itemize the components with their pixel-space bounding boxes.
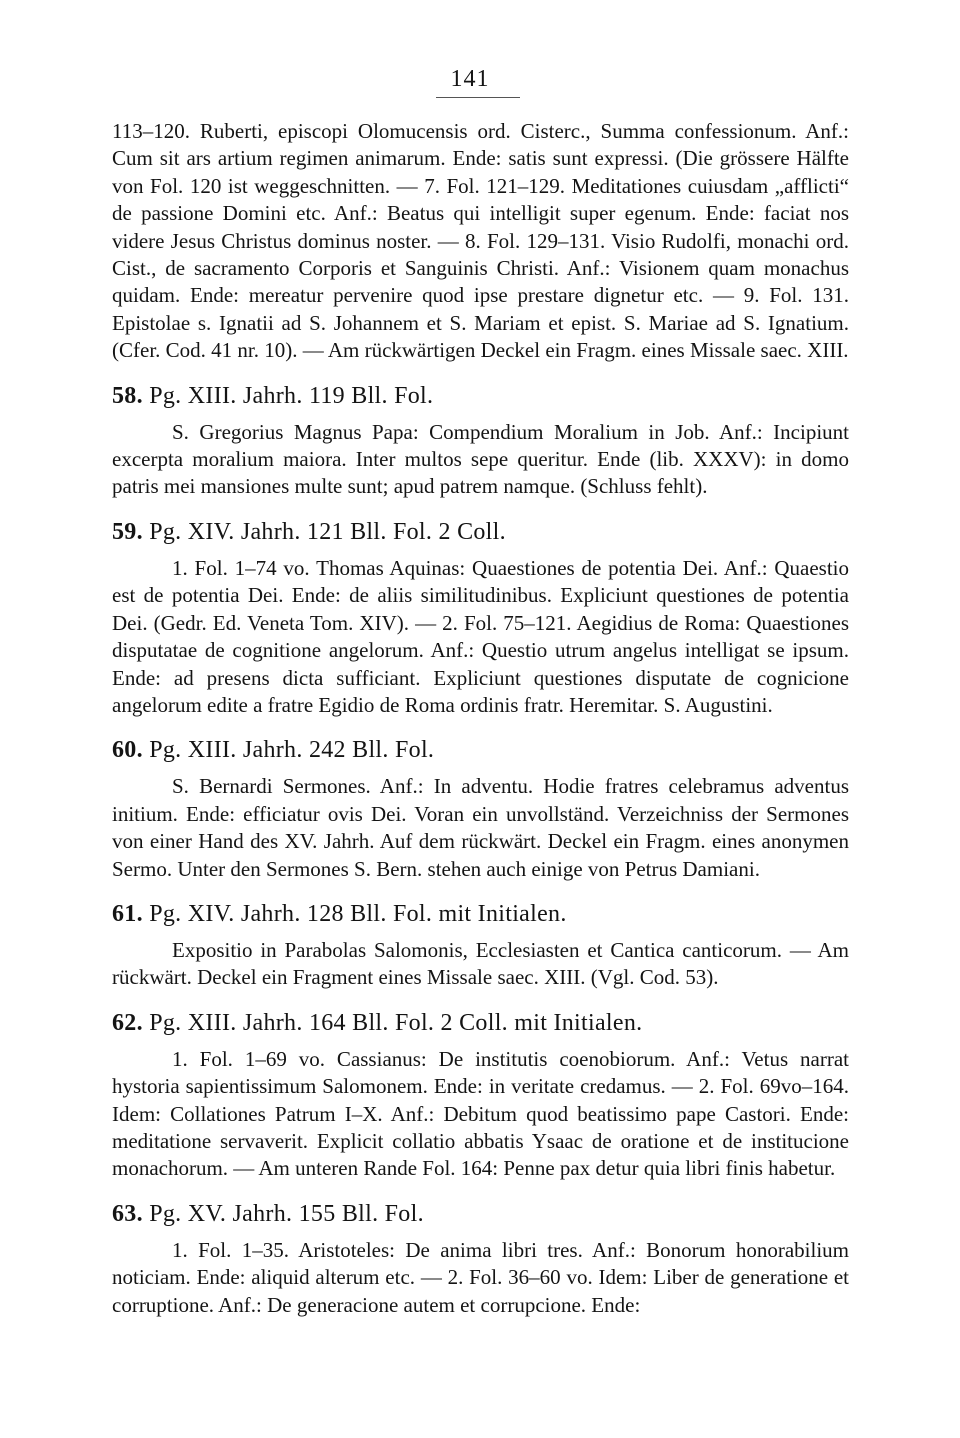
entry-58-title: Pg. XIII. Jahrh. 119 Bll. Fol. xyxy=(149,382,434,409)
entry-59-heading xyxy=(112,517,849,547)
entry-60-body: S. Bernardi Sermones. Anf.: In adventu. Hodie fratres celebramus adventus initium. Ende: efficiatur ovis Dei. Voran ein unvollständ. Verzeichniss der Sermones von einer Hand des XV. Jahrh. Auf dem rückwärt. Deckel ein Fragm. eines anonymen Sermo. Unter den Sermones S. Bern. stehen auch einige von Petrus Damiani. xyxy=(112,774,849,881)
entry-62-number: 62. xyxy=(112,1009,143,1036)
entry-59-body: 1. Fol. 1–74 vo. Thomas Aquinas: Quaestiones de potentia Dei. Anf.: Quaestio est de potentia Dei. Ende: de aliis similitudinibus. Expliciunt questiones de potentia Dei. (Gedr. Ed. Veneta Tom. XIV). — 2. Fol. 75–121. Aegidius de Roma: Quaestiones disputatae de cognitione angelorum. Anf.: Questio utrum angelus intelligat se ipsum. Ende: ad presens dicta sufficiant. Expliciunt questiones disputate de cognicione angelorum edite a fratre Egidio de Roma ordinis fratr. Heremitar. S. Augustini. xyxy=(112,555,849,717)
entry-62-heading xyxy=(112,1008,849,1038)
entry-62-title: Pg. XIII. Jahrh. 164 Bll. Fol. 2 Coll. mit Initialen. xyxy=(149,1009,643,1036)
page-number: 141 xyxy=(450,66,490,92)
entry-60-number: 60. xyxy=(112,737,143,764)
entry-61-body: Expositio in Parabolas Salomonis, Ecclesiasten et Cantica canticorum. — Am rückwärt. Deckel ein Fragment eines Missale saec. XIII. (Vgl. Cod. 53). xyxy=(112,937,849,990)
intro-paragraph: 113–120. Ruberti, episcopi Olomucensis ord. Cisterc., Summa confessionum. Anf.: Cum sit ars artium regimen animarum. Ende: satis sunt expressi. (Die grössere Hälfte von Fol. 120 ist weggeschnitten. — 7. Fol. 121–129. Meditationes cuiusdam „afflicti“ de passione Domini etc. Anf.: Beatus qui intelligit super egenum. Ende: faciat nos videre Jesus Christus dominus noster. — 8. Fol. 129–131. Visio Rudolfi, monachi ord. Cist., de sacramento Corporis et Sanguinis Christi. Anf.: Visionem quam monachus quidam. Ende: mereatur pervenire quod ipse prestare dignetur etc. — 9. Fol. 131. Epistolae s. Ignatii ad S. Johannem et S. Mariam et epist. S. Mariae ad S. Ignatium. (Cfer. Cod. 41 nr. 10). — Am rückwärtigen Deckel ein Fragm. eines Missale saec. XIII. xyxy=(112,119,849,363)
entry-60-title: Pg. XIII. Jahrh. 242 Bll. Fol. xyxy=(149,737,435,764)
entry-61-number: 61. xyxy=(112,900,143,927)
entry-59-title: Pg. XIV. Jahrh. 121 Bll. Fol. 2 Coll. xyxy=(149,518,506,545)
page-number-rule xyxy=(436,97,520,98)
entry-63-title: Pg. XV. Jahrh. 155 Bll. Fol. xyxy=(149,1200,424,1227)
entry-58-body: S. Gregorius Magnus Papa: Compendium Moralium in Job. Anf.: Incipiunt excerpta moralium maiora. Inter multos sepe queritur. Ende (lib. XXXV): in domo patris mei mansiones multe sunt; apud patrem namque. (Schluss fehlt). xyxy=(112,419,849,499)
entry-63-heading xyxy=(112,1199,849,1229)
entry-62-body: 1. Fol. 1–69 vo. Cassianus: De institutis coenobiorum. Anf.: Vetus narrat hystoria sapientissimum Salomonem. Ende: in veritate credamus. — 2. Fol. 69vo–164. Idem: Collationes Patrum I–X. Anf.: Debitum quod beatissimo pape Castori. Ende: meditatione servaverit. Explicit collatio abbatis Ysaac de oratione et de institucione monachorum. — Am unteren Rande Fol. 164: Penne pax detur quia libri finis habetur. xyxy=(112,1046,849,1181)
entry-61-title: Pg. XIV. Jahrh. 128 Bll. Fol. mit Initialen. xyxy=(149,900,567,927)
entry-63-number: 63. xyxy=(112,1200,143,1227)
entry-60-heading xyxy=(112,735,849,765)
entry-58-number: 58. xyxy=(112,382,143,409)
entry-58-heading xyxy=(112,381,849,411)
entry-59-number: 59. xyxy=(112,518,143,545)
entry-63-body: 1. Fol. 1–35. Aristoteles: De anima libri tres. Anf.: Bonorum honorabilium noticiam. Ende: aliquid alterum etc. — 2. Fol. 36–60 vo. Idem: Liber de generatione et corruptione. Anf.: De generacione autem et corrupcione. Ende: xyxy=(112,1237,849,1317)
page-content xyxy=(112,118,849,1319)
entry-61-heading xyxy=(112,899,849,929)
